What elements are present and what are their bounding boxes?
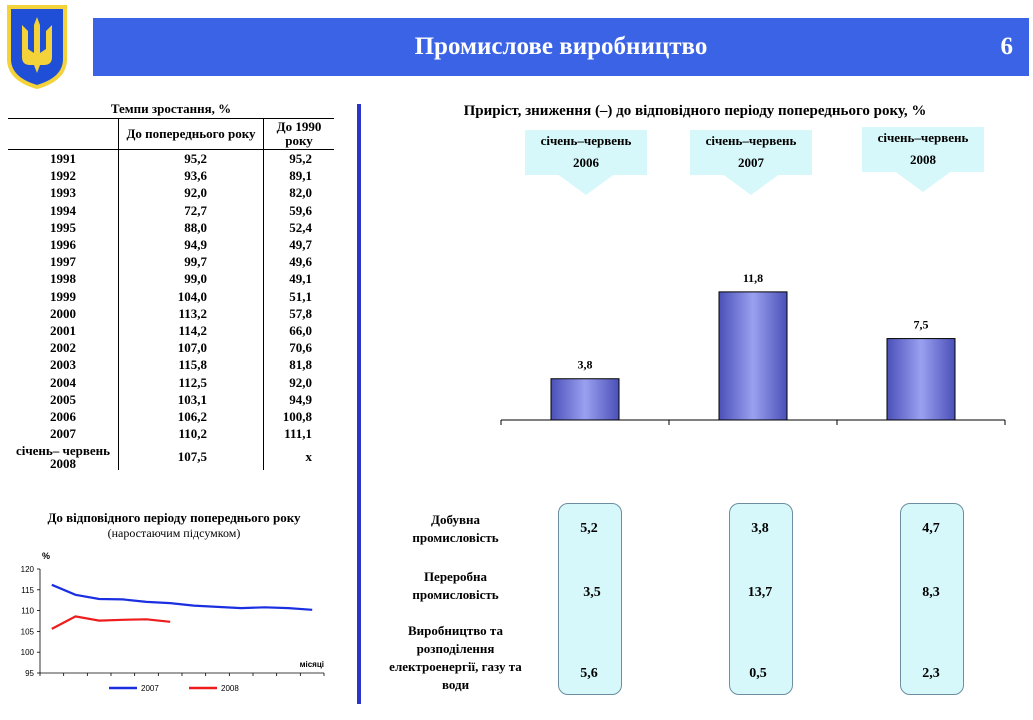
prev-year-cell: 92,0 xyxy=(184,185,207,201)
table-row xyxy=(8,236,334,253)
line-chart-subtitle: (наростаючим підсумком) xyxy=(107,526,241,540)
table-row xyxy=(8,425,334,442)
sector-value: 3,5 xyxy=(583,585,601,600)
year-cell: 2003 xyxy=(8,356,119,373)
table-row xyxy=(8,322,334,339)
sector-value: 5,2 xyxy=(580,521,598,536)
vs-1990-cell: 70,6 xyxy=(264,339,335,356)
vs-1990-cell: 51,1 xyxy=(264,288,335,305)
sector-label: Виробництво та розподілення електроенергії, газу та води xyxy=(389,623,522,692)
prev-year-cell: 107,5 xyxy=(177,448,207,464)
page-number: 6 xyxy=(1000,33,1013,60)
bar xyxy=(887,339,955,420)
y-tick-label: 100 xyxy=(20,648,34,658)
x-axis-label: місяці xyxy=(299,660,324,669)
table-row xyxy=(8,219,334,236)
sector-value: 4,7 xyxy=(922,521,940,536)
line-chart-title: До відповідного періоду попереднього року xyxy=(47,510,301,525)
y-tick-label: 95 xyxy=(25,669,34,678)
sector-label: Переробна промисловість xyxy=(412,569,499,602)
line-chart xyxy=(4,545,344,700)
bar-chart xyxy=(495,240,1010,432)
bar xyxy=(719,292,787,420)
vs-1990-cell: 59,6 xyxy=(264,202,335,219)
vs-1990-cell: 57,8 xyxy=(264,305,335,322)
sector-value: 0,5 xyxy=(749,666,767,681)
table-row xyxy=(8,270,334,287)
down-arrow-icon xyxy=(893,170,953,192)
prev-year-cell: 115,8 xyxy=(178,357,207,373)
period-box xyxy=(525,130,647,175)
year-cell: 2002 xyxy=(8,339,119,356)
sector-value: 2,3 xyxy=(922,666,940,681)
y-tick-label: 120 xyxy=(20,565,34,574)
period-box xyxy=(862,127,984,172)
prev-year-cell: 114,2 xyxy=(178,322,207,338)
page-title: Промислове виробництво xyxy=(414,33,708,60)
table-row xyxy=(8,202,334,219)
period-label: січень–червень xyxy=(705,133,797,148)
y-tick-label: 105 xyxy=(20,627,34,637)
year-cell: 1992 xyxy=(8,167,119,184)
down-arrow-icon xyxy=(721,173,781,195)
period-year: 2006 xyxy=(573,155,599,170)
year-cell: 1999 xyxy=(8,288,119,305)
vs-1990-cell: 49,1 xyxy=(264,270,335,287)
year-cell: 1998 xyxy=(8,270,119,287)
table-row xyxy=(8,167,334,184)
series-line-2008 xyxy=(52,616,170,629)
table-row xyxy=(8,253,334,270)
period-label: січень–червень xyxy=(540,133,632,148)
prev-year-cell: 106,2 xyxy=(177,408,207,424)
sector-value: 3,8 xyxy=(751,521,769,536)
year-cell: 1991 xyxy=(8,150,119,168)
table-row xyxy=(8,339,334,356)
table-row xyxy=(8,356,334,373)
prev-year-cell: 99,0 xyxy=(184,271,207,287)
period-year: 2007 xyxy=(738,155,764,170)
vs-1990-cell: 94,9 xyxy=(264,391,335,408)
y-axis-label: % xyxy=(42,551,51,561)
prev-year-cell: 110,2 xyxy=(178,426,207,442)
table-row xyxy=(8,305,334,322)
table-row xyxy=(8,373,334,390)
table-row xyxy=(8,391,334,408)
sector-value: 5,6 xyxy=(580,666,598,681)
vertical-divider xyxy=(357,104,361,704)
prev-year-cell: 72,7 xyxy=(184,202,207,218)
year-cell: 2006 xyxy=(8,408,119,425)
rates-table-title: Темпи зростання, % xyxy=(110,101,232,116)
prev-year-cell: 113,2 xyxy=(178,305,207,321)
year-cell: 1995 xyxy=(8,219,119,236)
period-year: 2008 xyxy=(910,152,936,167)
year-cell: 2000 xyxy=(8,305,119,322)
y-tick-label: 110 xyxy=(21,606,34,616)
year-cell: 2001 xyxy=(8,322,119,339)
vs-1990-cell: 82,0 xyxy=(264,184,335,201)
y-tick-label: 115 xyxy=(21,585,34,595)
prev-year-cell: 88,0 xyxy=(184,219,207,235)
year-cell: 2005 xyxy=(8,391,119,408)
prev-year-cell: 93,6 xyxy=(184,168,207,184)
col-year-header xyxy=(8,119,119,150)
legend-label: 2007 xyxy=(141,684,159,693)
prev-year-cell: 94,9 xyxy=(184,237,207,253)
legend-label: 2008 xyxy=(221,684,239,693)
sector-value: 8,3 xyxy=(922,585,940,600)
vs-1990-cell: 111,1 xyxy=(264,425,335,442)
vs-1990-cell: 81,8 xyxy=(264,356,335,373)
sector-label: Добувна промисловість xyxy=(412,512,499,545)
ukraine-emblem xyxy=(6,3,68,89)
year-cell: 1994 xyxy=(8,202,119,219)
col-prev-header: До попереднього року xyxy=(119,119,264,150)
year-cell: 1996 xyxy=(8,236,119,253)
period-label: січень–червень xyxy=(877,130,969,145)
table-row xyxy=(8,408,334,425)
table-row xyxy=(8,288,334,305)
vs-1990-cell: 95,2 xyxy=(264,150,335,168)
vs-1990-cell: 89,1 xyxy=(264,167,335,184)
year-cell: 1997 xyxy=(8,253,119,270)
col-1990-header: До 1990 року xyxy=(264,119,335,150)
vs-1990-cell: 52,4 xyxy=(264,219,335,236)
bar-value-label: 11,8 xyxy=(742,270,764,285)
table-row xyxy=(8,150,334,168)
vs-1990-cell: 66,0 xyxy=(264,322,335,339)
year-cell: 1993 xyxy=(8,184,119,201)
vs-1990-cell: 49,6 xyxy=(264,253,335,270)
prev-year-cell: 99,7 xyxy=(184,254,207,270)
down-arrow-icon xyxy=(556,173,616,195)
prev-year-cell: 112,5 xyxy=(178,374,207,390)
vs-1990-cell: x xyxy=(264,442,335,470)
year-cell: 2007 xyxy=(8,425,119,442)
period-box xyxy=(690,130,812,175)
bar xyxy=(551,379,619,420)
bar-chart-title: Приріст, зниження (–) до відповідного періоду попереднього року, % xyxy=(463,103,927,119)
prev-year-cell: 107,0 xyxy=(177,340,207,356)
vs-1990-cell: 92,0 xyxy=(264,373,335,390)
vs-1990-cell: 100,8 xyxy=(264,408,335,425)
series-line-2007 xyxy=(52,585,312,610)
prev-year-cell: 104,0 xyxy=(177,288,207,304)
bar-value-label: 7,5 xyxy=(913,317,929,332)
vs-1990-cell: 49,7 xyxy=(264,236,335,253)
bar-value-label: 3,8 xyxy=(577,357,593,372)
prev-year-cell: 95,2 xyxy=(184,151,207,167)
rates-table xyxy=(8,118,334,470)
year-cell: 2004 xyxy=(8,373,119,390)
sector-value: 13,7 xyxy=(747,585,773,600)
prev-year-cell: 103,1 xyxy=(177,391,207,407)
table-row-last xyxy=(8,442,334,470)
year-cell: січень– червень 2008 xyxy=(8,442,119,470)
table-row xyxy=(8,184,334,201)
